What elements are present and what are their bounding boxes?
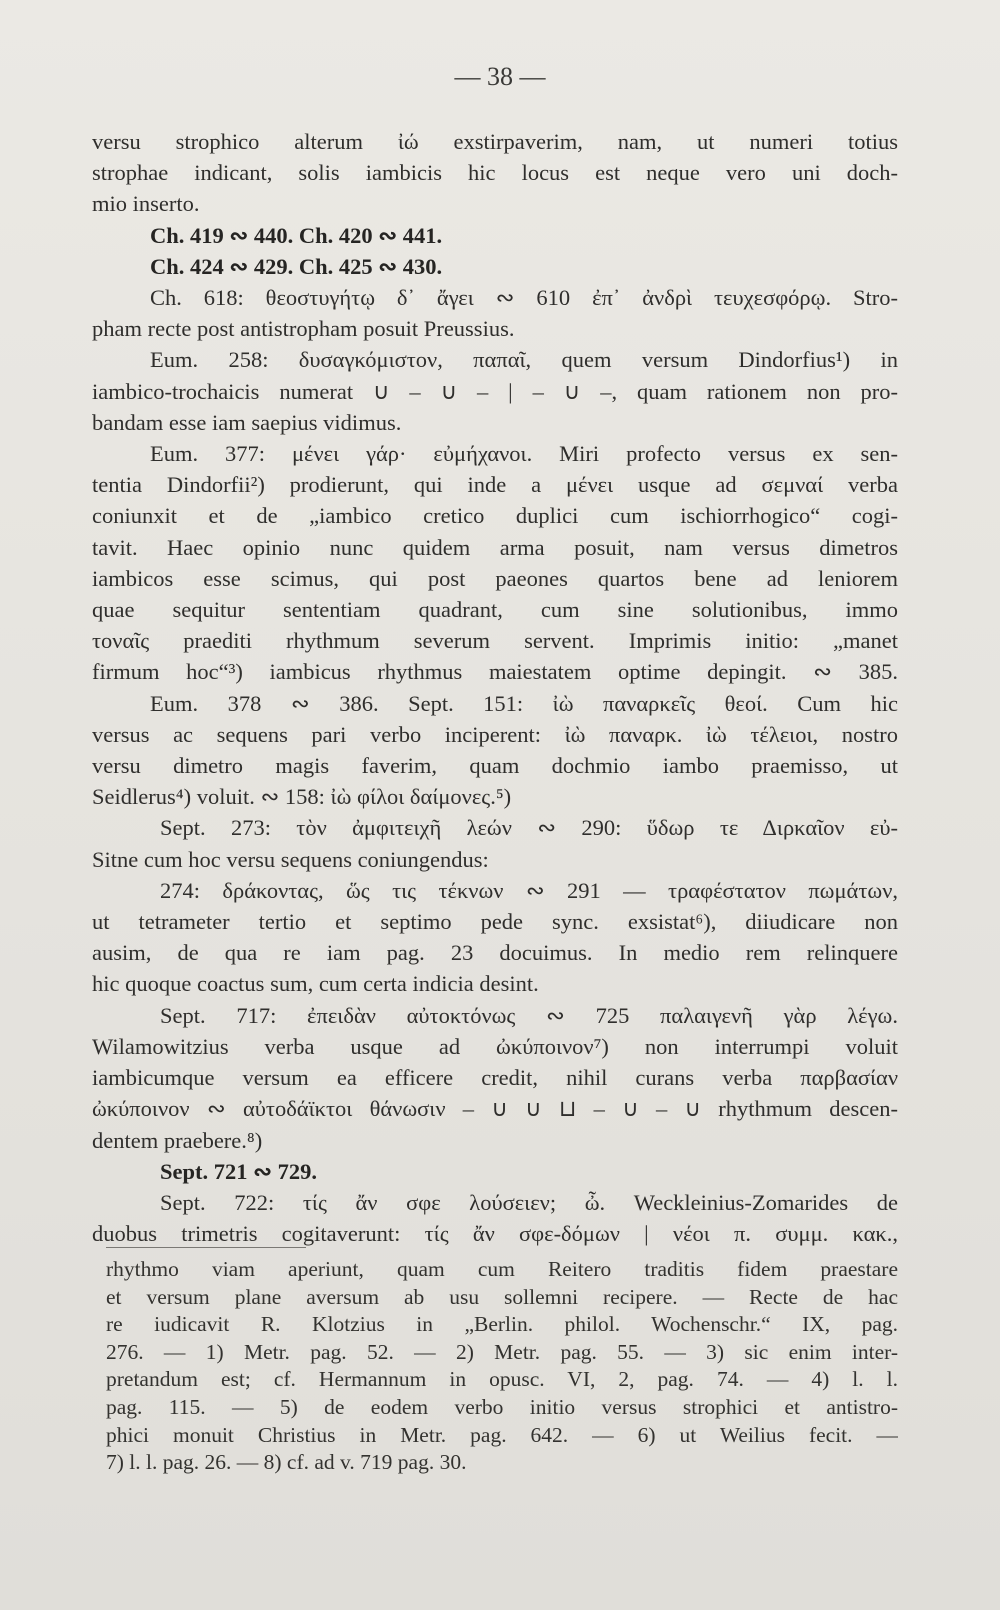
text-line: ὠκύποινον ∾ αὐτοδάϊκτοι θάνωσιν – ∪ ∪ ⊔ – ∪ – ∪ rhythmum descen- [92, 1096, 898, 1122]
text-line: mio inserto. [92, 191, 200, 217]
text-line: ausim, de qua re iam pag. 23 docuimus. In medio rem relinquere [92, 940, 898, 966]
footnote-line: 276. — 1) Metr. pag. 52. — 2) Metr. pag. 55. — 3) sic enim inter- [106, 1339, 898, 1364]
text-line: Ch. 618: θεοστυγήτῳ δ᾽ ἄγει ∾ 610 ἐπ᾽ ἀνδρὶ τευχεσφόρῳ. Stro- [150, 285, 898, 311]
text-line: Ch. 419 ∾ 440. Ch. 420 ∾ 441. [150, 222, 443, 248]
footnote-line: et versum plane aversum ab usu sollemni recipere. — Recte de hac [106, 1284, 898, 1309]
text-line: hic quoque coactus sum, cum certa indicia desint. [92, 971, 539, 997]
text-line: pham recte post antistropham posuit Preussius. [92, 316, 515, 342]
text-line: versus ac sequens pari verbo inciperent: ἰὼ παναρκ. ἰὼ τέλειοι, nostro [92, 721, 898, 747]
text-line: dentem praebere.⁸) [92, 1127, 263, 1153]
page-number: — 38 — [454, 62, 546, 91]
footnote-line: phici monuit Christius in Metr. pag. 642. — 6) ut Weilius fecit. — [106, 1422, 898, 1447]
text-line: versu dimetro magis faverim, quam dochmio iambo praemisso, ut [92, 753, 898, 779]
text-line: Sitne cum hoc versu sequens coniungendus: [92, 846, 489, 872]
text-line: coniunxit et de „iambico cretico duplici cum ischiorrhogico“ cogi- [92, 503, 898, 529]
text-line: tentia Dindorfii²) prodierunt, qui inde a μένει usque ad σεμναί verba [92, 472, 898, 498]
text-line: Eum. 377: μένει γάρ· εὐμήχανοι. Miri profecto versus ex sen- [150, 441, 898, 467]
footnote-line: pag. 115. — 5) de eodem verbo initio versus strophici et antistro- [106, 1394, 898, 1419]
main-text [92, 126, 898, 1249]
text-line: Eum. 378 ∾ 386. Sept. 151: ἰὼ παναρκεῖς θεοί. Cum hic [150, 690, 898, 716]
text-line: Wilamowitzius verba usque ad ὠκύποινον⁷) non interrumpi voluit [92, 1033, 898, 1059]
text-line: Sept. 721 ∾ 729. [160, 1158, 317, 1184]
text-line: Seidlerus⁴) voluit. ∾ 158: ἰὼ φίλοι δαίμονες.⁵) [92, 784, 512, 810]
text-line: Eum. 258: δυσαγκόμιστον, παπαῖ, quem versum Dindorfius¹) in [150, 347, 898, 373]
text-line: firmum hoc“³) iambicus rhythmus maiestatem optime depingit. ∾ 385. [92, 659, 898, 685]
text-line: Ch. 424 ∾ 429. Ch. 425 ∾ 430. [150, 253, 443, 279]
text-line: Sept. 722: τίς ἄν σφε λούσειεν; ὦ. Weckleinius-Zomarides de [160, 1189, 898, 1215]
footnotes [106, 1256, 898, 1477]
text-line: iambico-trochaicis numerat ∪ – ∪ – | – ∪ –, quam rationem non pro- [92, 378, 898, 404]
footnote-rule [106, 1247, 306, 1248]
text-line: quae sequitur sententiam quadrant, cum sine solutionibus, immo [92, 597, 898, 623]
text-line: strophae indicant, solis iambicis hic locus est neque vero uni doch- [92, 160, 898, 186]
footnote-line: re iudicavit R. Klotzius in „Berlin. philol. Wochenschr.“ IX, pag. [106, 1312, 898, 1337]
text-line: ut tetrameter tertio et septimo pede sync. exsistat⁶), diiudicare non [92, 909, 898, 935]
footnote-line: 7) l. l. pag. 26. — 8) cf. ad v. 719 pag. 30. [106, 1450, 467, 1475]
text-line: duobus trimetris cogitaverunt: τίς ἄν σφε-δόμων | νέοι π. συμμ. κακ., [92, 1221, 898, 1247]
footnote-line: pretandum est; cf. Hermannum in opusc. VI, 2, pag. 74. — 4) l. l. [106, 1367, 898, 1392]
text-line: versu strophico alterum ἰώ exstirpaverim, nam, ut numeri totius [92, 129, 898, 154]
text-line: Sept. 273: τὸν ἀμφιτειχῆ λεών ∾ 290: ὕδωρ τε Διρκαῖον εὐ- [160, 815, 898, 841]
text-line: τοναῖς praediti rhythmum severum servent. Imprimis initio: „manet [92, 628, 898, 654]
text-line: tavit. Haec opinio nunc quidem arma posuit, nam versus dimetros [92, 534, 898, 560]
text-line: 274: δράκοντας, ὥς τις τέκνων ∾ 291 — τραφέστατον πωμάτων, [160, 877, 898, 903]
footnote-line: rhythmo viam aperiunt, quam cum Reitero traditis fidem praestare [106, 1257, 898, 1281]
text-line: Sept. 717: ἐπειδὰν αὐτοκτόνως ∾ 725 παλαιγενῆ γὰρ λέγω. [160, 1002, 898, 1028]
text-line: iambicumque versum ea efficere credit, nihil curans verba παρβασίαν [92, 1065, 898, 1091]
text-line: bandam esse iam saepius vidimus. [92, 409, 402, 435]
text-line: iambicos esse scimus, qui post paeones quartos bene ad leniorem [92, 565, 898, 591]
